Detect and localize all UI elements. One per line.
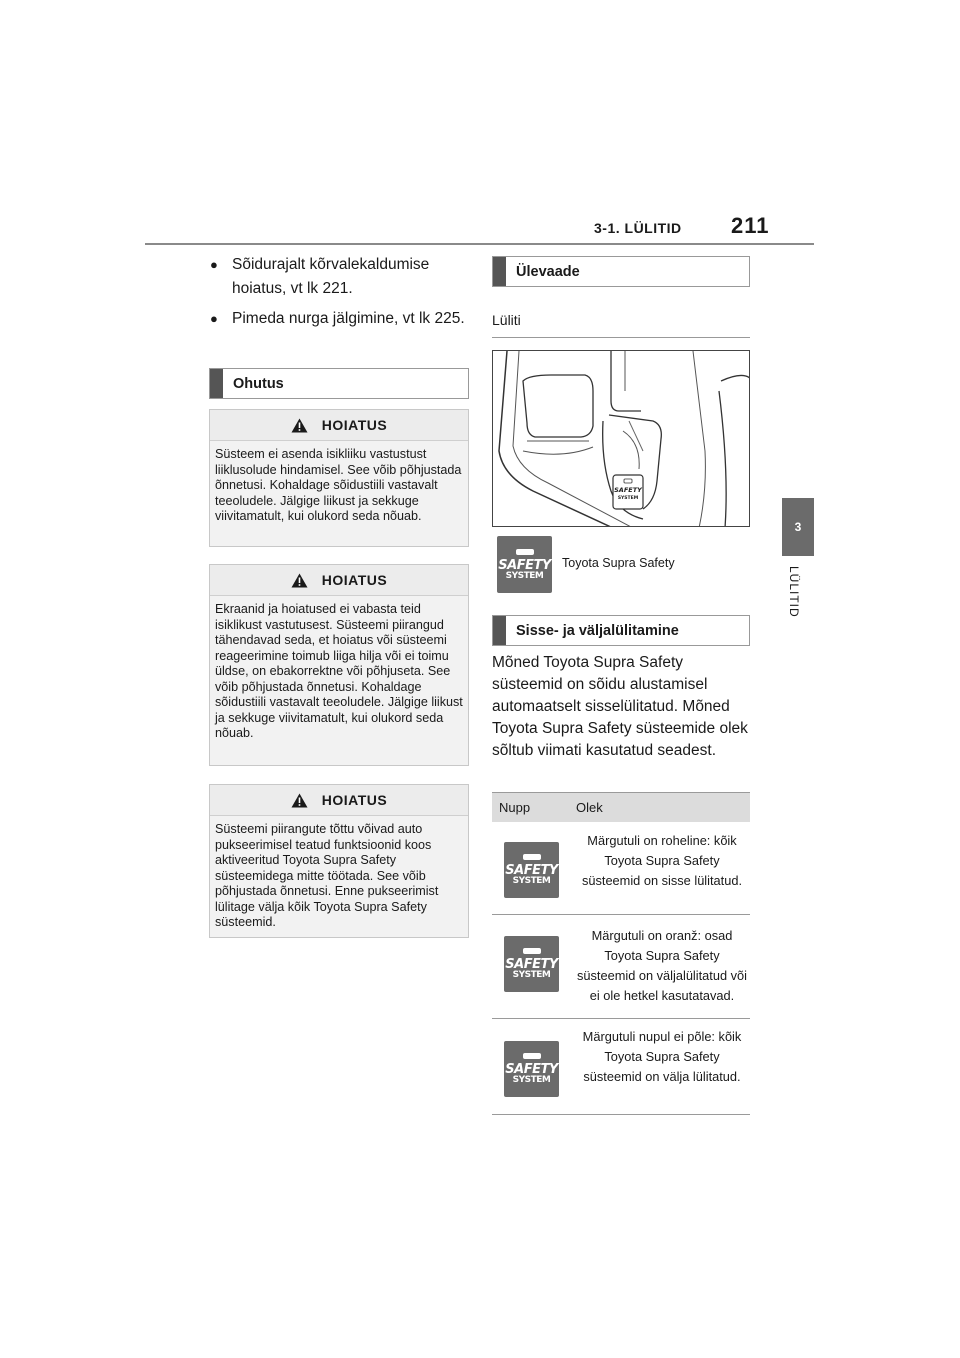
column-header-nupp: Nupp [499, 800, 531, 815]
table-row [492, 1019, 750, 1115]
list-item-text: Pimeda nurga jälgimine, vt lk 225. [232, 310, 465, 327]
section-heading-ohutus [209, 368, 469, 399]
section-heading-ulevaade [492, 256, 750, 287]
table-row [492, 822, 750, 915]
warning-header [210, 410, 468, 441]
badge-line2: SYSTEM [512, 876, 551, 886]
indicator-light [523, 1053, 541, 1059]
indicator-light [523, 854, 541, 860]
warning-text: Süsteemi piirangute tõttu võivad auto pukseerimisel teatud funktsioonid koos aktiveeritud Toyota Supra Safety süsteemidega mitte töötada. See võib põhjustada õnnetusi. Enne pukseerimist lülitage välja kõik Toyota Supra Safety süsteemid. [215, 822, 439, 929]
table-header [492, 792, 750, 822]
badge-line2: SYSTEM [512, 970, 551, 980]
badge-line2: SYSTEM [505, 570, 544, 581]
safety-system-button-icon [504, 936, 559, 992]
badge-line1: SAFETY [505, 957, 558, 972]
warning-title: HOIATUS [321, 417, 388, 433]
list-item [210, 307, 470, 331]
running-header: 3-1. LÜLITID [594, 220, 682, 236]
header-divider [145, 243, 814, 245]
section-marker [493, 616, 506, 645]
warning-box [209, 409, 469, 547]
table-cell-state: Märgutuli on oranž: osad Toyota Supra Safety süsteemid on väljalülitatud või ei ole hetkel kasutatavad. [576, 928, 747, 1003]
warning-box [209, 564, 469, 766]
warning-triangle-icon [291, 573, 308, 588]
table-cell-state: Märgutuli nupul ei põle: kõik Toyota Supra Safety süsteemid on välja lülitatud. [582, 1029, 742, 1084]
console-drawing [493, 351, 750, 527]
table-cell-state: Märgutuli on roheline: kõik Toyota Supra Safety süsteemid on sisse lülitatud. [581, 833, 743, 888]
section-heading-text: Ohutus [233, 375, 284, 392]
section-heading-text: Sisse- ja väljalülitamine [516, 622, 679, 639]
bullet-icon: ● [210, 311, 218, 326]
console-illustration [492, 350, 750, 527]
badge-line1: SAFETY [505, 1062, 558, 1077]
warning-title: HOIATUS [321, 572, 388, 588]
badge-line1: SAFETY [498, 557, 551, 573]
safety-system-button-icon [504, 842, 559, 898]
svg-text:SYSTEM: SYSTEM [617, 496, 639, 501]
chapter-label: LÜLITID [787, 566, 801, 618]
list-item-text: Sõidurajalt kõrvalekaldumise hoiatus, vt lk 221. [232, 256, 430, 297]
svg-text:SAFETY: SAFETY [614, 486, 642, 494]
table-row [492, 915, 750, 1019]
indicator-light [516, 549, 534, 555]
column-header-olek: Olek [576, 800, 603, 815]
warning-header [210, 785, 468, 816]
warning-triangle-icon [291, 793, 308, 808]
figure-caption: Toyota Supra Safety [562, 556, 675, 570]
indicator-light [523, 948, 541, 954]
subheading-divider [492, 337, 750, 338]
warning-text: Süsteem ei asenda isikliiku vastustust liiklusolude hindamisel. See võib põhjustada õnnetusi. Kohaldage sõidustiili vastavalt teeoludele. Jälgige liikust ja sekkuge viivitamatult, kui olukord seda nõuab. [215, 447, 462, 523]
section-heading-text: Ülevaade [516, 263, 580, 280]
body-paragraph: Mõned Toyota Supra Safety süsteemid on sõidu alustamisel automaatselt sisselülitatud. Mõned Toyota Supra Safety süsteemide olek sõltub viimati kasutatud seadest. [492, 654, 748, 759]
safety-system-button-icon [497, 536, 552, 593]
subheading-switch: Lüliti [492, 312, 521, 328]
section-heading-sisse-valja [492, 615, 750, 646]
badge-line2: SYSTEM [512, 1075, 551, 1085]
warning-triangle-icon [291, 418, 308, 433]
page-number: 211 [731, 213, 770, 238]
bullet-icon: ● [210, 257, 218, 272]
safety-system-button-icon [504, 1041, 559, 1097]
state-table [492, 792, 750, 1115]
warning-text: Ekraanid ja hoiatused ei vabasta teid isiklikust vastutusest. Süsteemi piirangud tähendavad seda, et hoiatus või süsteemi reageerimine toimub liiga hilja või ei toimu üldse, on ebakorrektne või põhjuseta. See võib põhjustada õnnetusi. Kohaldage sõidustiili vastavalt teeoludele. Jälgige liikust ja sekkuge viivitamatult, kui olukord seda nõuab. [215, 602, 463, 740]
chapter-tab: 3 [782, 498, 814, 556]
section-marker [493, 257, 506, 286]
badge-line1: SAFETY [505, 863, 558, 878]
section-marker [210, 369, 223, 398]
warning-box [209, 784, 469, 938]
warning-header [210, 565, 468, 596]
bullet-list [210, 253, 470, 337]
warning-title: HOIATUS [321, 792, 388, 808]
list-item [210, 253, 470, 301]
